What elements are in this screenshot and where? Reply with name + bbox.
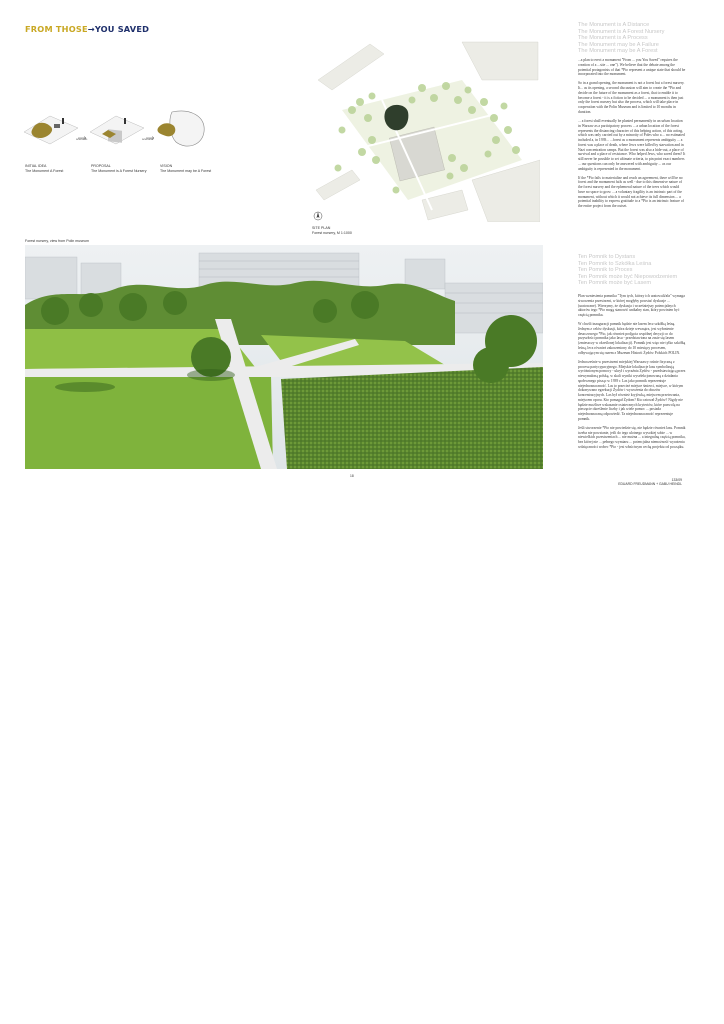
- diagram-initial-idea: [24, 116, 78, 144]
- paragraph: Jednocześnie w przestrzeni miejskiej Warszawy rośnie fizyczną z procesu partycypacyjnego. Miejskie lokalizacje lasu symbolizują wyróżnionym pomocy - ukrył i wyraźnia Żydów - przedstawiającą przez niewymaloną polską, w skali wyniki wyselekcjonowaną z działania społecznego pisząc w 1939 r. Las jako pomnik reprezentuje niejednoznaczność. Las to przecież miejsce śmierci, miejsce, w którym dokonywano egzekucji Żydów i wywożenia do obozów koncentracyjnych. Las był również kryjówką, miejscem przetrwania, miejscem oporu. Kto pomagał Żydom? Kto ratował Żydów? Nigdy nie będzie możliwe wskazanie ostatecznych kryteriów, które pozwolą na pieczęcie określenie liczby i jak wiele pomoc ... posiada niejednoznaczną odpowiedź. Ta niejednoznaczność reprezentuje pomnik.: [578, 359, 686, 421]
- concept-diagrams: [20, 100, 220, 158]
- caption-title: INITIAL IDEA: [25, 164, 47, 168]
- heading-line: Ten Pomnik może być Niepowodzeniem: [578, 273, 678, 280]
- diagram-caption-1: [25, 164, 63, 173]
- header-part2: YOU SAVED: [94, 24, 150, 34]
- english-headings: [578, 22, 686, 55]
- caption-title: VISION: [160, 164, 173, 168]
- page-number: 18: [350, 474, 354, 478]
- polish-body: [578, 294, 686, 472]
- diagram-caption-2: [91, 164, 147, 173]
- heading-line: Ten Pomnik to Dystans: [578, 254, 636, 260]
- paragraph: Plan wzniesienia pomnika "Tym tych, którzy ich uratowali/ała" wymaga stworzenia przestrzeni, w której mogłyby powstać dyskusje ... (uratowane). Wierzymy, że dyskusja i wcześniejszy potencjalnych aktorów tego *Pio mogą stanowić unikalny stan, który powinien być częścią pomnika.: [578, 294, 685, 317]
- diagram-arrow-label-2: scenario: [142, 137, 154, 141]
- site-plan-caption: [312, 226, 352, 235]
- heading-line: The Monument is A Distance: [578, 22, 650, 28]
- credit-authors: EDUARD FREUDMANN + GABU HEINDL: [618, 482, 682, 487]
- paragraph: ...a plan to erect a monument "From ... you You Saved" requires the creation of a ...site ... one"). We believe that the debate among the potential protagonists of that *Pio represent a unique state that should be incorporated into the monument.: [578, 58, 686, 77]
- polish-headings: [578, 254, 698, 287]
- nursery-saplings: [281, 367, 543, 469]
- header-arrow: →: [87, 24, 95, 34]
- paragraph: Jeśli stworzenie *Pio nie powiedzie się, nie będzie również lasu. Pomnik trzeba nie powstanie, jeśli do tego ulotnego wysokiej sobie ... w niewielkich przestrzeniach ... nie można ... a integralną częścią pomnika, bez której nie ... pełnego wymiaru ... potencjalna niemożność wyrażenia wdzięczności wobec *Pio - jest właściwym cechą projektu od początku.: [578, 425, 686, 449]
- english-body: [578, 58, 686, 223]
- caption-title: SITE PLAN: [312, 226, 331, 230]
- document-header: [25, 24, 149, 34]
- site-plan: [312, 40, 540, 222]
- caption-title: PROPOSAL: [91, 164, 111, 168]
- header-part1: FROM THOSE: [25, 24, 88, 34]
- paragraph: If the *Pio fails to materialize and reach an agreement, there will be no forest and the monument fails as well - due to this dimensive nature of the forest nursery and the ephemeral nature of the trees which would have no space to grow ... a voluntary fragility is an intrinsic part of the monument, without which it would not achieve its full dimension ... a potential inability to express gratitude to a *Pio is an intrinsic feature of the entire project from the outset.: [578, 175, 684, 209]
- paragraph: So in a grand opening, the monument is not a forest but a forest nursery. It... as its opening, a second discussion will aim to create the *Pio and decide on the future of the monument as a forest, that to enable it to become a forest - it is a fiction to be decided ... a monument is then just only the forest nursery but also the process, which will take place in cooperation with the Polin Museum and is limited to 10 months in duration.: [578, 81, 685, 114]
- caption-subtitle: The Monument may be A Forest: [160, 168, 212, 173]
- heading-line: The Monument is A Process: [578, 35, 648, 42]
- caption-subtitle: Forest nursery, M 1:1000: [312, 230, 352, 235]
- heading-line: Ten Pomnik to Szkółka Leśna: [578, 260, 652, 267]
- heading-line: The Monument may be A Failure: [578, 41, 659, 48]
- caption-subtitle: The Monument A Forest: [25, 168, 64, 173]
- diagram-arrow-label-1: scenario: [76, 137, 88, 141]
- photo-caption: Forest nursery, view from Polin museum: [25, 239, 90, 243]
- diagram-caption-3: [160, 164, 211, 173]
- heading-line: Ten Pomnik może być Lasem: [578, 280, 652, 287]
- credits: [618, 478, 682, 487]
- diagram-vision: [157, 111, 204, 146]
- heading-line: The Monument may be A Forest: [578, 48, 658, 55]
- heading-line: The Monument is A Forest Nursery: [578, 28, 665, 35]
- paragraph: ... a forest shall eventually be planted permanently in an urban location in Warsaw as a participatory process ... a urban location of the forest represents the distancing character of this helping action, of this acting, which was only carried out by a minority of Poles who a ... no estimated included a, in 1939... ...forest as a monument represents ambiguity ... a forest was a place of death, where Jews were killed by starvation and in Nazi concentration camps. But the forest was also a hide-out, a place of survival and a place of resistance. Who helped Jews, who saved them? It still never be possible to set ultimate criteria, to pin point exact numbers ... our questions can only be answered with ambiguity ... as our ambiguity is represented in the monument.: [578, 119, 686, 171]
- diagram-proposal: [90, 116, 144, 144]
- paragraph: W chwili inauguracji pomnik będzie nie lasem lecz szkółką leśną. Jednym z celów dyskusji, która dzieje wewnątrz, jest wyłonienie deszczowego *Pio, jak również podjęcia wspólnej decyzji co do przyszłości pomnika jako lasu - przedstawiona na zasie się lasem (zmieszczy w określonej lokalizacji). Pomnik jest więc nie tylko szkółką leśną, lecz również zakorzeniony do 10 miesięcy procesem, odbywającym się razem z Muzeum Historii Żydów Polskich POLIN.: [578, 322, 686, 355]
- heading-line: Ten Pomnik to Proces: [578, 267, 633, 274]
- credit-code: 133/09: [671, 478, 682, 482]
- forest-nursery-photo: [25, 245, 543, 469]
- caption-subtitle: The Monument is A Forest Nursery: [91, 168, 147, 173]
